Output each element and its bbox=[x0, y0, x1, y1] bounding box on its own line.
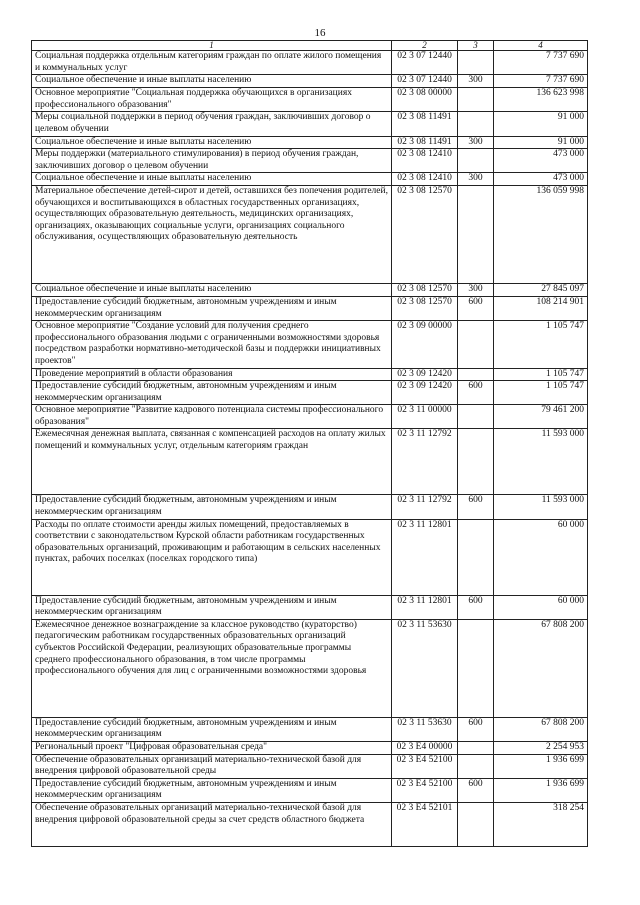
row-code: 02 3 11 53630 bbox=[392, 717, 458, 741]
row-type: 600 bbox=[458, 495, 494, 519]
row-amount: 60 000 bbox=[494, 519, 588, 595]
row-amount: 67 808 200 bbox=[494, 619, 588, 717]
row-type bbox=[458, 88, 494, 112]
row-code: 02 3 08 11491 bbox=[392, 136, 458, 149]
table-row bbox=[32, 595, 588, 619]
row-code: 02 3 E4 00000 bbox=[392, 742, 458, 755]
row-code: 02 3 08 00000 bbox=[392, 88, 458, 112]
table-row bbox=[32, 754, 588, 778]
row-code: 02 3 11 53630 bbox=[392, 619, 458, 717]
row-type bbox=[458, 51, 494, 75]
row-amount: 91 000 bbox=[494, 112, 588, 136]
page-number: 16 bbox=[314, 27, 326, 39]
row-code: 02 3 07 12440 bbox=[392, 51, 458, 75]
table-row bbox=[32, 88, 588, 112]
table-row bbox=[32, 75, 588, 88]
table-row bbox=[32, 321, 588, 368]
row-type: 300 bbox=[458, 173, 494, 186]
table-row bbox=[32, 495, 588, 519]
table-row bbox=[32, 136, 588, 149]
table-row bbox=[32, 381, 588, 405]
row-amount: 1 936 699 bbox=[494, 754, 588, 778]
row-amount: 2 254 953 bbox=[494, 742, 588, 755]
row-name: Основное мероприятие "Социальная поддержка обучающихся в организациях профессионального образования" bbox=[32, 88, 392, 112]
row-type bbox=[458, 754, 494, 778]
table-row bbox=[32, 405, 588, 429]
row-name: Социальное обеспечение и иные выплаты населению bbox=[32, 75, 392, 88]
row-type: 600 bbox=[458, 778, 494, 802]
row-type bbox=[458, 429, 494, 495]
row-amount: 473 000 bbox=[494, 173, 588, 186]
row-code: 02 3 07 12440 bbox=[392, 75, 458, 88]
row-name: Предоставление субсидий бюджетным, автономным учреждениям и иным некоммерческим организациям bbox=[32, 381, 392, 405]
row-name: Социальная поддержка отдельным категориям граждан по оплате жилого помещения и коммунальных услуг bbox=[32, 51, 392, 75]
table-row bbox=[32, 803, 588, 847]
row-code: 02 3 11 12792 bbox=[392, 429, 458, 495]
row-name: Основное мероприятие "Развитие кадрового потенциала системы профессионального образования" bbox=[32, 405, 392, 429]
row-type bbox=[458, 185, 494, 283]
table-row bbox=[32, 429, 588, 495]
row-name: Обеспечение образовательных организаций материально-технической базой для внедрения цифровой образовательной среды за счет средств областного бюджета bbox=[32, 803, 392, 847]
table-row bbox=[32, 742, 588, 755]
row-name: Обеспечение образовательных организаций материально-технической базой для внедрения цифровой образовательной среды bbox=[32, 754, 392, 778]
row-amount: 91 000 bbox=[494, 136, 588, 149]
table-row bbox=[32, 717, 588, 741]
row-type bbox=[458, 321, 494, 368]
row-name: Основное мероприятие "Создание условий для получения среднего профессионального образования людьми с ограниченными возможностями здоровья посредством разработки нормативно-методической базы и поддержки инициативных проектов" bbox=[32, 321, 392, 368]
column-number-name: 1 bbox=[32, 41, 392, 51]
row-amount: 1 105 747 bbox=[494, 368, 588, 381]
row-type bbox=[458, 149, 494, 173]
row-amount: 7 737 690 bbox=[494, 75, 588, 88]
row-amount: 11 593 000 bbox=[494, 429, 588, 495]
row-code: 02 3 11 12792 bbox=[392, 495, 458, 519]
row-name: Проведение мероприятий в области образования bbox=[32, 368, 392, 381]
row-name: Социальное обеспечение и иные выплаты населению bbox=[32, 283, 392, 296]
row-code: 02 3 09 12420 bbox=[392, 381, 458, 405]
row-code: 02 3 08 12410 bbox=[392, 173, 458, 186]
row-amount: 473 000 bbox=[494, 149, 588, 173]
column-number-code: 2 bbox=[392, 41, 458, 51]
table-row bbox=[32, 778, 588, 802]
row-code: 02 3 11 12801 bbox=[392, 595, 458, 619]
row-name: Региональный проект "Цифровая образовательная среда" bbox=[32, 742, 392, 755]
row-amount: 108 214 901 bbox=[494, 296, 588, 320]
row-amount: 11 593 000 bbox=[494, 495, 588, 519]
row-amount: 1 936 699 bbox=[494, 778, 588, 802]
row-code: 02 3 08 12410 bbox=[392, 149, 458, 173]
row-amount: 1 105 747 bbox=[494, 321, 588, 368]
row-name: Ежемесячное денежное вознаграждение за классное руководство (кураторство) педагогическим работникам государственных образовательных организаций субъектов Российской Федерации, реализующих образовательные программы среднего профессионального образования, в том числе программы профессионального обучения для лиц с ограниченными возможностями здоровья bbox=[32, 619, 392, 717]
table-row bbox=[32, 368, 588, 381]
row-type: 300 bbox=[458, 75, 494, 88]
row-type: 600 bbox=[458, 296, 494, 320]
row-amount: 136 059 998 bbox=[494, 185, 588, 283]
row-name: Социальное обеспечение и иные выплаты населению bbox=[32, 136, 392, 149]
table-row bbox=[32, 51, 588, 75]
row-code: 02 3 11 00000 bbox=[392, 405, 458, 429]
row-type: 300 bbox=[458, 136, 494, 149]
row-code: 02 3 08 12570 bbox=[392, 296, 458, 320]
row-type: 600 bbox=[458, 595, 494, 619]
row-amount: 136 623 998 bbox=[494, 88, 588, 112]
row-name: Ежемесячная денежная выплата, связанная с компенсацией расходов на оплату жилых помещений и коммунальных услуг, отдельным категориям граждан bbox=[32, 429, 392, 495]
table-row bbox=[32, 173, 588, 186]
row-type bbox=[458, 803, 494, 847]
row-type bbox=[458, 519, 494, 595]
row-code: 02 3 E4 52100 bbox=[392, 778, 458, 802]
row-code: 02 3 09 12420 bbox=[392, 368, 458, 381]
budget-table bbox=[31, 40, 588, 847]
column-number-type: 3 bbox=[458, 41, 494, 51]
row-amount: 318 254 bbox=[494, 803, 588, 847]
row-amount: 27 845 097 bbox=[494, 283, 588, 296]
row-amount: 79 461 200 bbox=[494, 405, 588, 429]
row-code: 02 3 08 12570 bbox=[392, 185, 458, 283]
row-amount: 60 000 bbox=[494, 595, 588, 619]
row-type bbox=[458, 112, 494, 136]
row-name: Предоставление субсидий бюджетным, автономным учреждениям и иным некоммерческим организациям bbox=[32, 778, 392, 802]
table-row bbox=[32, 283, 588, 296]
row-type bbox=[458, 742, 494, 755]
table-row bbox=[32, 519, 588, 595]
row-amount: 67 808 200 bbox=[494, 717, 588, 741]
row-code: 02 3 08 12570 bbox=[392, 283, 458, 296]
row-name: Социальное обеспечение и иные выплаты населению bbox=[32, 173, 392, 186]
row-code: 02 3 E4 52101 bbox=[392, 803, 458, 847]
row-code: 02 3 E4 52100 bbox=[392, 754, 458, 778]
table-row bbox=[32, 296, 588, 320]
table-row bbox=[32, 112, 588, 136]
row-type: 600 bbox=[458, 381, 494, 405]
row-name: Предоставление субсидий бюджетным, автономным учреждениям и иным некоммерческим организациям bbox=[32, 495, 392, 519]
table-row bbox=[32, 149, 588, 173]
row-type: 300 bbox=[458, 283, 494, 296]
row-amount: 7 737 690 bbox=[494, 51, 588, 75]
row-type bbox=[458, 619, 494, 717]
row-name: Материальное обеспечение детей-сирот и детей, оставшихся без попечения родителей, обучающихся и воспитывающихся в областных государственных организациях, осуществляющих образовательную деятельность, медицинских организациях, организациях, оказывающих социальные услуги, организациях социального обслуживания, осуществляющих образовательную деятельность bbox=[32, 185, 392, 283]
row-type: 600 bbox=[458, 717, 494, 741]
table-row bbox=[32, 619, 588, 717]
row-name: Предоставление субсидий бюджетным, автономным учреждениям и иным некоммерческим организациям bbox=[32, 595, 392, 619]
row-name: Предоставление субсидий бюджетным, автономным учреждениям и иным некоммерческим организациям bbox=[32, 296, 392, 320]
row-type bbox=[458, 368, 494, 381]
row-name: Расходы по оплате стоимости аренды жилых помещений, предоставляемых в соответствии с законодательством Курской области работникам государственных образовательных организаций, проживающим и работающим в сельских населенных пунктах, рабочих поселках (поселках городского типа) bbox=[32, 519, 392, 595]
row-code: 02 3 09 00000 bbox=[392, 321, 458, 368]
column-number-amount: 4 bbox=[494, 41, 588, 51]
row-name: Меры поддержки (материального стимулирования) в период обучения граждан, заключивших договор о целевом обучении bbox=[32, 149, 392, 173]
table-row bbox=[32, 185, 588, 283]
row-amount: 1 105 747 bbox=[494, 381, 588, 405]
column-number-row bbox=[32, 41, 588, 51]
row-code: 02 3 08 11491 bbox=[392, 112, 458, 136]
row-name: Предоставление субсидий бюджетным, автономным учреждениям и иным некоммерческим организациям bbox=[32, 717, 392, 741]
row-code: 02 3 11 12801 bbox=[392, 519, 458, 595]
row-type bbox=[458, 405, 494, 429]
row-name: Меры социальной поддержки в период обучения граждан, заключивших договор о целевом обучении bbox=[32, 112, 392, 136]
